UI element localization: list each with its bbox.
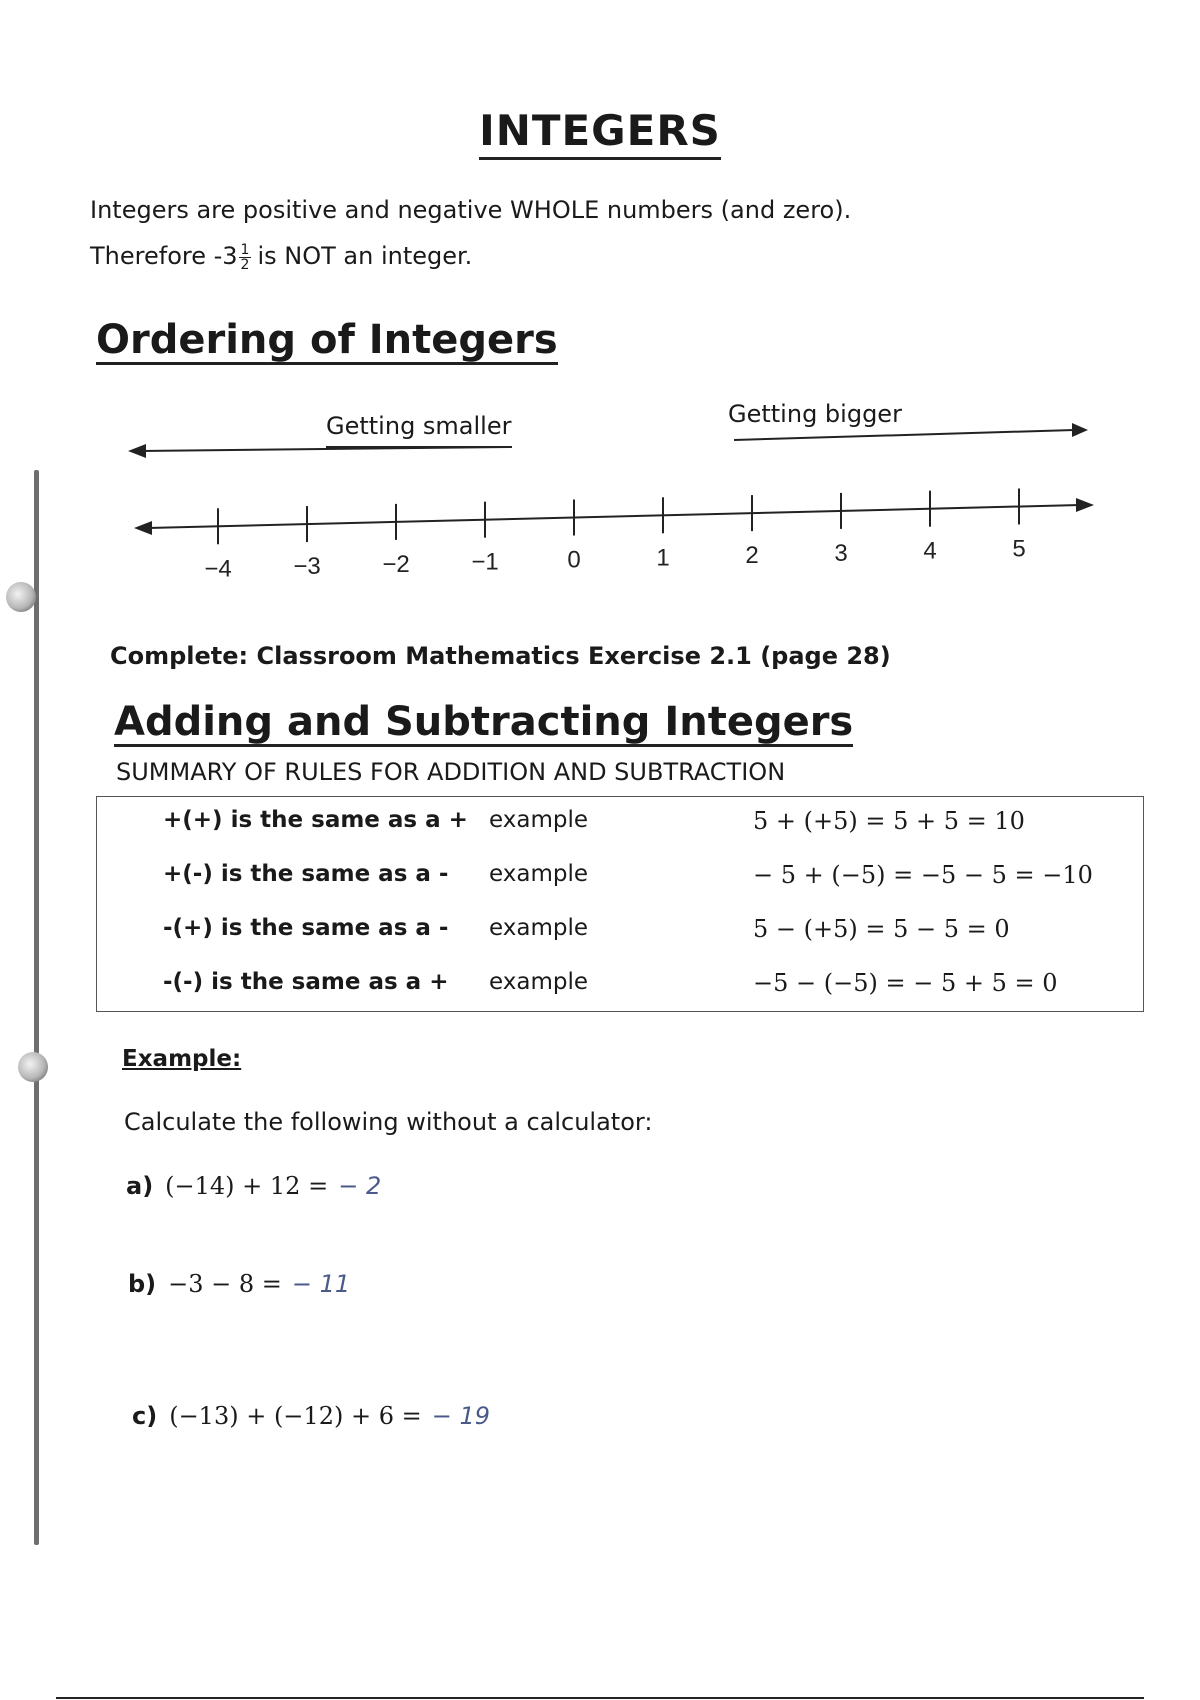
intro-example-prefix: Therefore -3 xyxy=(90,242,238,270)
number-line-tick-label: −4 xyxy=(204,555,232,583)
number-line-tick-label: −1 xyxy=(471,548,499,576)
number-line-tick-label: −3 xyxy=(293,553,321,581)
adding-heading: Adding and Subtracting Integers xyxy=(114,699,854,745)
rule-text: +(-) is the same as a - xyxy=(163,861,449,887)
getting-smaller-label: Getting smaller xyxy=(326,412,512,440)
question-b xyxy=(128,1270,350,1298)
example-instruction: Calculate the following without a calculator: xyxy=(124,1108,653,1136)
question-a xyxy=(126,1172,381,1200)
intro-definition: Integers are positive and negative WHOLE numbers (and zero). xyxy=(90,196,852,224)
rule-row xyxy=(97,905,1143,955)
ordering-heading: Ordering of Integers xyxy=(96,317,558,363)
fraction-numerator: 1 xyxy=(240,241,250,258)
rule-example-label: example xyxy=(489,915,588,941)
binder-margin-line xyxy=(34,470,39,1545)
number-line-tick-label: 5 xyxy=(1012,535,1026,563)
rule-row xyxy=(97,959,1143,1009)
question-label: c) xyxy=(132,1402,158,1430)
question-label: a) xyxy=(126,1172,154,1200)
rule-equation: 5 − (+5) = 5 − 5 = 0 xyxy=(753,915,1010,943)
handwritten-answer: − 11 xyxy=(291,1270,351,1298)
rule-text: -(-) is the same as a + xyxy=(163,969,449,995)
question-expression: −3 − 8 = xyxy=(168,1270,282,1298)
number-line-ticks xyxy=(204,489,1025,583)
rule-equation: − 5 + (−5) = −5 − 5 = −10 xyxy=(753,861,1093,889)
question-label: b) xyxy=(128,1270,157,1298)
fraction-one-half xyxy=(239,243,252,272)
number-line-tick-label: 3 xyxy=(834,539,848,567)
rule-equation: −5 − (−5) = − 5 + 5 = 0 xyxy=(753,969,1058,997)
exercise-reference: Complete: Classroom Mathematics Exercise 2.1 (page 28) xyxy=(110,642,891,670)
binder-ring-hole xyxy=(18,1052,48,1082)
number-line-axis xyxy=(134,498,1094,535)
number-line-diagram xyxy=(0,0,1200,620)
rules-table xyxy=(96,796,1144,1012)
question-expression: (−13) + (−12) + 6 = xyxy=(169,1402,422,1430)
rule-example-label: example xyxy=(489,861,588,887)
number-line-tick-label: 0 xyxy=(567,546,581,574)
rule-text: -(+) is the same as a - xyxy=(163,915,449,941)
rule-row xyxy=(97,797,1143,847)
page-title: INTEGERS xyxy=(0,106,1200,155)
question-expression: (−14) + 12 = xyxy=(165,1172,329,1200)
number-line-tick-label: −2 xyxy=(382,550,410,578)
example-heading: Example: xyxy=(122,1046,242,1072)
handwritten-answer: − 2 xyxy=(338,1172,382,1200)
intro-example xyxy=(90,242,472,272)
rules-summary-heading: SUMMARY OF RULES FOR ADDITION AND SUBTRACTION xyxy=(116,758,786,786)
number-line-tick-label: 4 xyxy=(923,537,937,565)
rule-text: +(+) is the same as a + xyxy=(163,807,468,833)
page-bottom-rule xyxy=(56,1697,1144,1699)
handwritten-answer: − 19 xyxy=(431,1402,490,1430)
question-c xyxy=(132,1402,490,1430)
getting-bigger-label: Getting bigger xyxy=(728,400,902,428)
rule-equation: 5 + (+5) = 5 + 5 = 10 xyxy=(753,807,1025,835)
getting-smaller-underline xyxy=(326,446,512,448)
binder-ring-hole xyxy=(6,582,36,612)
fraction-denominator: 2 xyxy=(240,256,250,273)
number-line-tick-label: 2 xyxy=(745,542,759,570)
rule-example-label: example xyxy=(489,969,588,995)
rule-example-label: example xyxy=(489,807,588,833)
number-line-tick-label: 1 xyxy=(656,544,670,572)
rule-row xyxy=(97,851,1143,901)
intro-example-suffix: is NOT an integer. xyxy=(257,242,473,270)
